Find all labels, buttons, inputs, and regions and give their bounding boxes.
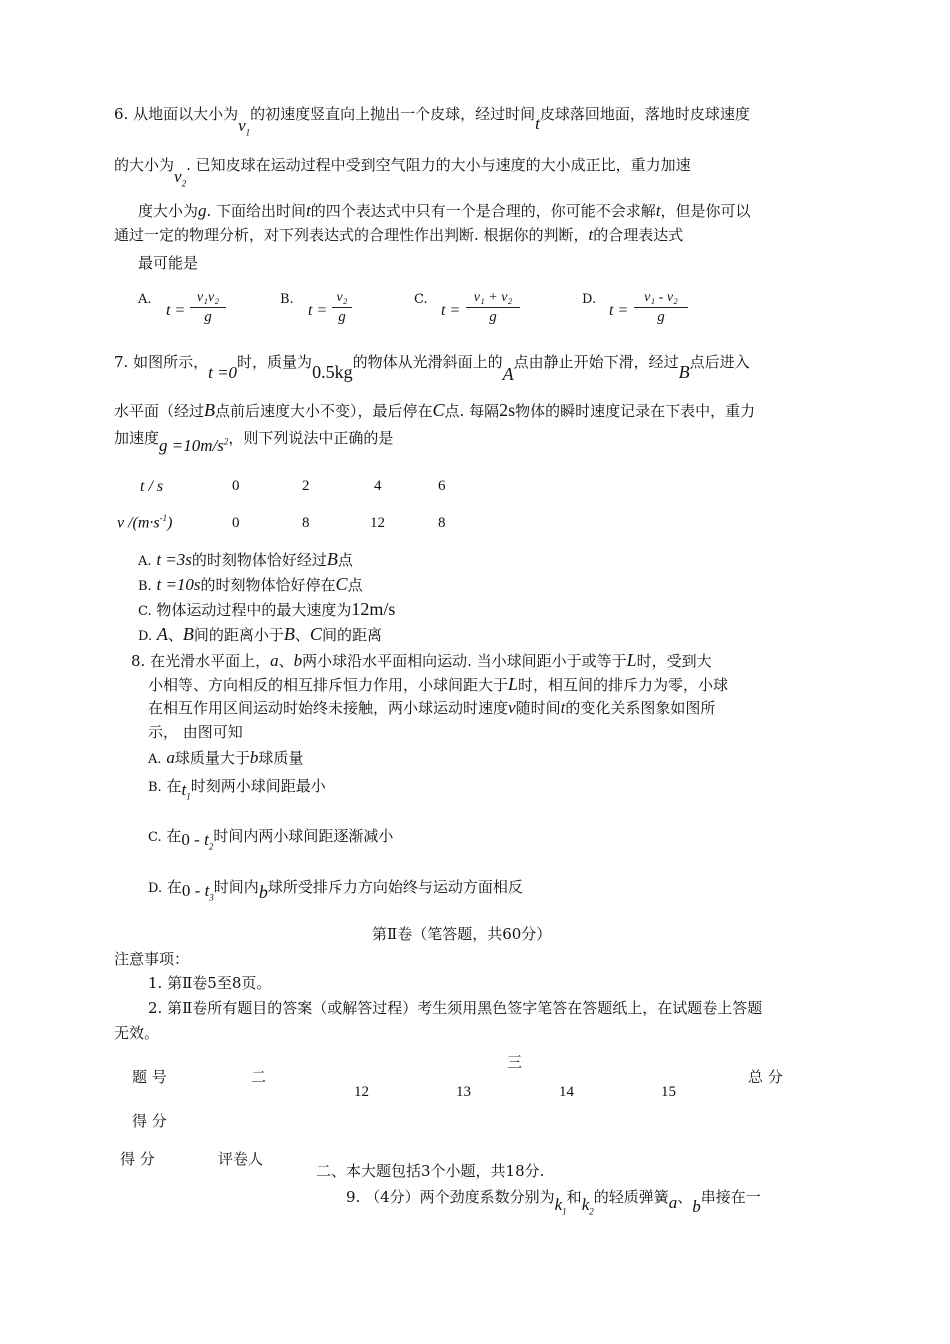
q6-line3: 度大小为g. 下面给出时间t的四个表达式中只有一个是合理的，你可能不会求解t，但是你可以 (138, 201, 751, 220)
score-sub-col: 12 (354, 1084, 369, 1100)
score-col-three: 三 (507, 1053, 523, 1071)
q7-table-t-cell: 6 (438, 478, 446, 494)
q6-g: g (198, 201, 207, 220)
q6-option-d-lhs: t = (609, 302, 629, 319)
q7-table-t-cell: 4 (374, 478, 382, 494)
q6-option-a-label: A. (138, 292, 152, 307)
grader-label: 评卷人 (218, 1150, 264, 1168)
q6-v1: $v_1$ (238, 116, 251, 138)
q6-option-b-lhs: t = (308, 302, 328, 319)
q6-option-d-fraction: v₁ - v₂ g (634, 290, 688, 326)
q6-line2 (114, 155, 691, 189)
score-sub-col: 14 (559, 1084, 574, 1100)
notes-title: 注意事项： (114, 950, 190, 968)
q7-table-v-cell: 8 (438, 515, 446, 531)
q6-text: 的初速度竖直向上抛出一个皮球，经过时间 (250, 105, 536, 123)
q8-line3: 在相互作用区间运动时始终未接触，两小球运动时速度v随时间t的变化关系图象如图所 (148, 698, 716, 717)
part2-heading: 二、本大题包括3个小题，共18分. (316, 1162, 545, 1180)
q6-option-b-label: B. (280, 292, 294, 307)
q6-line4: 通过一定的物理分析，对下列表达式的合理性作出判断. 根据你的判断，t的合理表达式 (114, 225, 684, 244)
q7-table-v-header: v $/(m\cdot s^{-1})$ (117, 513, 173, 532)
note-1: 1. 第Ⅱ卷5至8页。 (148, 974, 272, 992)
score-col-total: 总 分 (748, 1068, 783, 1086)
q7-point-b: B (204, 400, 216, 420)
q6-t: t (655, 201, 661, 220)
score-col-two: 二 (251, 1068, 267, 1086)
q6-line5: 最可能是 (138, 254, 199, 272)
q6-option-b-fraction: v₂ g (332, 290, 352, 326)
q7-table-v-cell: 0 (232, 515, 240, 531)
q6-option-d-label: D. (582, 292, 597, 307)
q6-text: 6. 从地面以大小为 (114, 105, 239, 123)
q7-line3: 加速度$g =10m/s^2$，则下列说法中正确的是 (114, 429, 394, 455)
q7-table-t-header: t / s (140, 478, 164, 495)
q6-option-c-fraction: v₁ + v₂ g (466, 290, 520, 326)
q6-t: t (588, 225, 594, 244)
q8-line4: 示， 由图可知 (148, 723, 243, 741)
q7-t0: t =0 (208, 363, 238, 382)
q6-text: . 已知皮球在运动过程中受到空气阻力的大小与速度的大小成正比，重力加速 (186, 156, 691, 174)
q8-option-a: A. a球质量大于b球质量 (148, 748, 304, 767)
q7-line1: 7. 如图所示，t =0时，质量为0.5kg的物体从光滑斜面上的A点由静止开始下滑，经过B点后进入 (114, 353, 750, 384)
q7-table-t-cell: 2 (302, 478, 310, 494)
q6-t: t (535, 114, 540, 133)
q7-interval: 2s (499, 400, 516, 420)
q8-option-d: D. 在$0 - t_3$时间内b球所受排斥力方向始终与运动方面相反 (148, 878, 523, 903)
q6-option-c-lhs: t = (441, 302, 461, 319)
q6-text: 的大小为 (114, 156, 175, 174)
score-sub-col: 13 (456, 1084, 471, 1100)
q7-gravity: $g =10m/s^2$ (159, 436, 229, 455)
q7-option-d: D. A、B间的距离小于B、C间的距离 (138, 624, 382, 644)
q7-table-v-cell: 12 (370, 515, 385, 531)
q6-v2: $v_2$ (174, 167, 187, 189)
q7-mass: 0.5kg (312, 362, 353, 382)
q7-table-v-cell: 8 (302, 515, 310, 531)
section2-title: 第Ⅱ卷（笔答题，共60分） (372, 925, 552, 943)
q6-t: t (306, 201, 311, 220)
note-2: 2. 第Ⅱ卷所有题目的答案（或解答过程）考生须用黑色签字笔答在答题纸上，在试题卷上答题 (148, 999, 763, 1017)
q7-table-t-cell: 0 (232, 478, 240, 494)
q6-option-c-label: C. (414, 292, 428, 307)
q7-point-b: B (678, 362, 690, 382)
score-col-title: 题 号 (132, 1068, 167, 1086)
grader-score-label: 得 分 (120, 1150, 155, 1168)
q7-option-b: B. t =10s的时刻物体恰好停在C点 (138, 574, 363, 594)
q7-point-c: C (432, 400, 445, 420)
q6-option-a-lhs: t = (166, 302, 186, 319)
q6-text: 皮球落回地面，落地时皮球速度 (539, 105, 750, 123)
q8-line1: 8. 在光滑水平面上，a、b两小球沿水平面相向运动. 当小球间距小于或等于L时，受到大 (131, 650, 712, 670)
q8-option-b: B. 在$t_1$时刻两小球间距最小 (148, 777, 326, 802)
q6-option-a-fraction: v₁v₂ g (190, 290, 226, 326)
q8-line2: 小相等、方向相反的相互排斥恒力作用，小球间距大于L时，相互间的排斥力为零，小球 (148, 674, 729, 694)
q7-point-a: A (502, 364, 514, 384)
q9-line1: 9. （4分）两个劲度系数分别为$k_1$和$k_2$的轻质弹簧a、b串接在一 (346, 1188, 761, 1217)
score-sub-col: 15 (661, 1084, 676, 1100)
q7-option-c: C. 物体运动过程中的最大速度为12m/s (138, 599, 396, 619)
q8-option-c: C. 在$0 - t_2$时间内两小球间距逐渐减小 (148, 827, 394, 852)
score-row-label: 得 分 (132, 1112, 167, 1130)
note-2-cont: 无效。 (114, 1024, 160, 1042)
q7-option-a: A. t =3s的时刻物体恰好经过B点 (138, 549, 353, 569)
q7-line2: 水平面（经过B点前后速度大小不变），最后停在C点. 每隔2s物体的瞬时速度记录在下表中，重力 (114, 400, 756, 420)
q6-line1 (114, 104, 750, 138)
